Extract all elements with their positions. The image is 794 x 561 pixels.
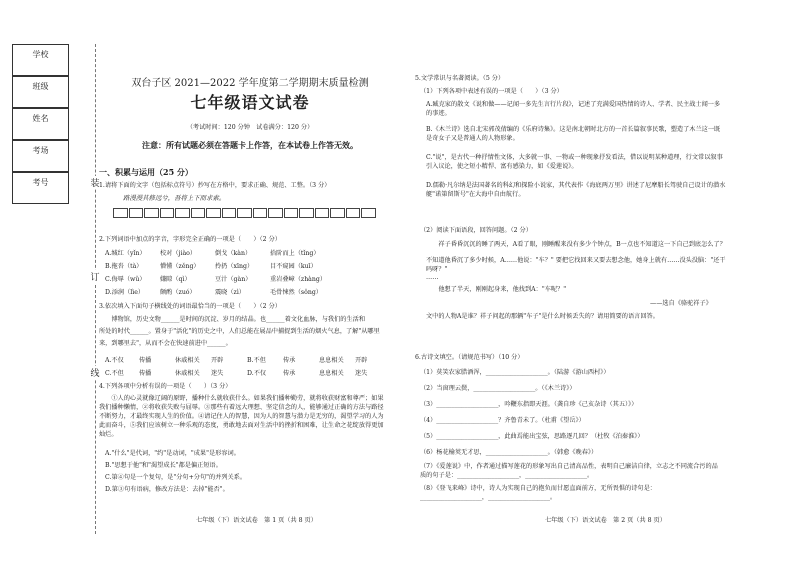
binding-char: 订 bbox=[90, 270, 100, 283]
option-row bbox=[105, 248, 320, 257]
question-3-para: 所处的时代______。置身于"活化"的历史之中，人们总能在展品中捕捉到生活的烟火气息，了解"从哪里 bbox=[99, 328, 380, 335]
poem-fill-item: （2）当窗理云鬓，____________________。（《木兰诗》） bbox=[420, 385, 576, 392]
option-cell: 息息相关 bbox=[319, 370, 344, 377]
option-c: C."说"，是古代一种抒情性文体，大多就一事、一物或一种现象抒发看法，借以说明某种道理，行文常以叙事引入议论，使之短小精悍、富有感染力，如《爱莲说》。 bbox=[426, 154, 723, 170]
info-box-room bbox=[12, 140, 69, 172]
question-5-prompt: 文中的人物A是谁？祥子问起的那辆"车子"是什么时候丢失的？请用简要的语言回答。 bbox=[426, 313, 659, 320]
option-cell: 息息相关 bbox=[319, 357, 344, 364]
option-cell: 休戚相关 bbox=[175, 370, 200, 377]
option-a: A."什么"是代词，"约"是动词，"成果"是形容词。 bbox=[105, 450, 240, 457]
option-cell: 开辟 bbox=[211, 357, 224, 364]
option-a2: 校对（jiào） bbox=[160, 250, 197, 257]
info-box-school bbox=[12, 44, 69, 76]
info-box-class bbox=[12, 76, 69, 108]
option-cell: C.不但 bbox=[105, 370, 124, 377]
option-cell: 迷失 bbox=[355, 370, 368, 377]
info-label: 考场 bbox=[32, 146, 49, 155]
question-4-para: ①人的心灵就像辽阔的原野，播种什么就收获什么。如果我们播种勤劳，就将收获财富和尊严；如果我们播种懒惰，②将收获失败与屈辱。③那些有着远大理想、坚定信念的人，能够通过正确的方法与路径不断努力，才最终实现人生的价值。④请记住人的智慧，因为人的智慧与潜力是无穷的，渴望学习的人为此而奋斗，⑤我们应该树立一种乐观的态度，勇敢地去面对生活中的挫折和困难，让生命之花绽放得更加灿烂。 bbox=[99, 395, 384, 438]
excerpt-line: …… bbox=[426, 274, 439, 281]
grid-cell bbox=[160, 208, 175, 218]
info-label: 学校 bbox=[32, 50, 49, 59]
page-footer-left: 七年级（下）语文试卷 第 1 页（共 8 页） bbox=[196, 517, 317, 524]
binding-char: 装 bbox=[90, 176, 100, 189]
poem-fill-item: （5）____________________，此曲焉能出宝弦，思路逐几回？（杜牧《泊秦淮》） bbox=[420, 433, 644, 440]
exam-title: 双台子区 2021—2022 学年度第二学期期末质量检测 bbox=[131, 78, 369, 89]
option-cell: B.不但 bbox=[247, 357, 266, 364]
grid-cell bbox=[299, 208, 314, 218]
option-cell: 开辟 bbox=[355, 357, 368, 364]
grid-cell bbox=[330, 208, 345, 218]
question-3-stem: 3.依次填入下面句子横线处的词语最恰当的一项是（ ）（2 分） bbox=[99, 303, 281, 310]
grid-cell bbox=[361, 208, 376, 218]
option-cell: A.不仅 bbox=[105, 357, 124, 364]
poem-fill-item: （6）杨花榆荚无才思，____________________。（韩愈《晚春》） bbox=[420, 449, 598, 456]
info-label: 姓名 bbox=[32, 114, 49, 123]
option-d4: 毛骨悚然（sǒng） bbox=[270, 289, 322, 296]
grid-cell bbox=[113, 208, 128, 218]
grid-cell bbox=[191, 208, 206, 218]
option-cell: 传播 bbox=[139, 357, 152, 364]
option-d2: 颇酌（zuó） bbox=[160, 289, 196, 296]
option-row bbox=[105, 274, 326, 283]
question-3-options bbox=[105, 355, 391, 377]
option-b2: 懵懂（zěng） bbox=[160, 263, 200, 270]
poem-fill-item: （8）《登飞来峰》诗中，诗人为实现自己的抱负而甘愿直面前方，无所畏惧的诗句是：____________________，____________________。 bbox=[420, 485, 656, 501]
question-1-stem: 1.请将下面的文字（包括标点符号）抄写在方格中，要求正确、规范、工整。（3 分） bbox=[99, 182, 331, 189]
poem-fill-item: （3）____________________，吟鞭东指即天涯。（龚自珍《己亥杂诗（其五）》） bbox=[420, 401, 638, 408]
question-3-para: 来，到哪里去"，从而不会在快速前进中______。 bbox=[99, 340, 232, 347]
question-3-para: 博物馆，历史文物______是时间的沉淀、岁月的结晶。也______着文化血脉，与我们的生活和 bbox=[99, 316, 366, 323]
option-c1: C.侮辱（wǔ） bbox=[105, 276, 146, 283]
option-row bbox=[105, 355, 391, 364]
grid-cell bbox=[315, 208, 330, 218]
exam-notice: 注意：所有试题必须在答题卡上作答，在本试卷上作答无效。 bbox=[142, 140, 358, 150]
question-2-stem: 2.下列词语中加点的字音，字形完全正确的一项是（ ）（2 分） bbox=[99, 236, 281, 243]
option-d: D.第③句有语病，修改方法是：去掉"能否"。 bbox=[105, 486, 229, 493]
option-cell: 传播 bbox=[139, 370, 152, 377]
option-row bbox=[105, 368, 391, 377]
option-d: D.儒勒·凡尔纳是法国著名的科幻和探险小说家，其代表作《海底两万里》讲述了尼摩船长驾驶自己设计的潜水艇"诺第留斯号"在大海中自由航行。 bbox=[426, 182, 726, 198]
grid-cell bbox=[144, 208, 159, 218]
option-a3: 倒戈（kàn） bbox=[215, 250, 252, 257]
option-c3: 豆汁（gàn） bbox=[215, 276, 252, 283]
section-title: 一、积累与运用（25 分） bbox=[99, 167, 193, 177]
option-d1: D.添润（lìe） bbox=[105, 289, 145, 296]
excerpt-source: ——选自《骆驼祥子》 bbox=[650, 300, 712, 307]
option-a: A.臧克家的散文《说和做——记闻一多先生言行片段》，记述了充满爱国热情的诗人、学者、民主战士闻一多的事迹。 bbox=[426, 101, 721, 117]
option-b: B."思想于他"和"渴望成长"都是偏正短语。 bbox=[105, 462, 222, 469]
option-cell: 休戚相关 bbox=[175, 357, 200, 364]
option-cell: 迷失 bbox=[211, 370, 224, 377]
grid-cell bbox=[284, 208, 299, 218]
grid-cell bbox=[346, 208, 361, 218]
question-5-sub1: （1）下列各项中表述有误的一项是（ ）（3 分） bbox=[420, 88, 563, 95]
writing-grid bbox=[113, 208, 377, 218]
option-b1: B.拖沓（tà） bbox=[105, 263, 143, 270]
grid-cell bbox=[237, 208, 252, 218]
option-d3: 震晓（zì） bbox=[215, 289, 245, 296]
option-a4: 拾阶而上（tǐng） bbox=[270, 250, 320, 257]
excerpt-line: 祥子昏昏沉沉的睡了两天，A看了眼，刚睡醒来没有多少个钟点，B一点也不知道这一下自己到底怎么了？ bbox=[426, 241, 726, 248]
grid-cell bbox=[175, 208, 190, 218]
info-label: 考号 bbox=[32, 178, 49, 187]
grid-cell bbox=[222, 208, 237, 218]
option-c: C.第④句是一个复句，是"分句+分句"的并列关系。 bbox=[105, 474, 247, 481]
page-footer-right: 七年级（下）语文试卷 第 2 页（共 8 页） bbox=[545, 517, 666, 524]
poem-fill-item: （7）《爱莲说》中，作者通过描写莲花的形象写出自己清高品性，表明自己廉洁自律，立志之不同流合污的品质的句子是：____________________，____________________。 bbox=[420, 463, 718, 479]
option-b4: 目不窥园（kuī） bbox=[270, 263, 317, 270]
info-box-name bbox=[12, 108, 69, 140]
excerpt-line: 不知道他昏沉了多少时候，A……他说："车？" 要把它找回来又要去想念他，她身上就有……没头没脑："还干吗呀？" bbox=[426, 257, 726, 273]
binding-char: 线 bbox=[90, 366, 100, 379]
option-cell: 传承 bbox=[283, 357, 296, 364]
option-c4: 重岩叠嶂（zhàng） bbox=[270, 276, 327, 283]
question-4-stem: 4.下列各项中分析有误的一项是（ ）（3 分） bbox=[99, 383, 232, 390]
question-6-stem: 6.古诗文填空。（请规范书写）（10 分） bbox=[415, 354, 524, 361]
excerpt-line: 他想了半天，刚刚起身来，他找到A："车呢？" bbox=[426, 286, 567, 293]
option-row bbox=[105, 261, 317, 270]
question-5-stem: 5.文学常识与名著阅读。（5 分） bbox=[415, 75, 505, 82]
grid-cell bbox=[206, 208, 221, 218]
info-box-id bbox=[12, 172, 69, 204]
option-a1: A.缄红（yǐn） bbox=[105, 250, 146, 257]
grid-cell bbox=[129, 208, 144, 218]
option-row bbox=[105, 287, 322, 296]
option-cell: 传承 bbox=[283, 370, 296, 377]
poem-fill-item: （4）____________________？齐鲁青未了。（杜甫《望岳》） bbox=[420, 417, 585, 424]
option-c2: 嫌隙（qì） bbox=[160, 276, 191, 283]
binding-line bbox=[95, 44, 96, 534]
option-b3: 拎扔（xīng） bbox=[215, 263, 254, 270]
info-label: 班级 bbox=[32, 82, 49, 91]
handwriting-sample: 路漫漫其修远兮，吾将上下而求索。 bbox=[123, 194, 226, 202]
grid-cell bbox=[268, 208, 283, 218]
option-b: B.《木兰诗》选自北宋郭茂倩编的《乐府诗集》。这是南北朝时北方的一首长篇叙事民歌，塑造了木兰这一既是奇女子又是普通人的人物形象。 bbox=[426, 126, 721, 142]
question-5-sub2: （2）阅读下面语段，回答问题。（2 分） bbox=[420, 227, 532, 234]
grid-cell bbox=[253, 208, 268, 218]
subject-title: 七年级语文试卷 bbox=[190, 93, 310, 112]
poem-fill-item: （1）莫笑农家腊酒浑，____________________。（陆游《游山西村》） bbox=[420, 369, 610, 376]
option-cell: D.不仅 bbox=[247, 370, 267, 377]
exam-meta: （考试时间：120 分钟 试卷满分：120 分） bbox=[186, 124, 314, 131]
